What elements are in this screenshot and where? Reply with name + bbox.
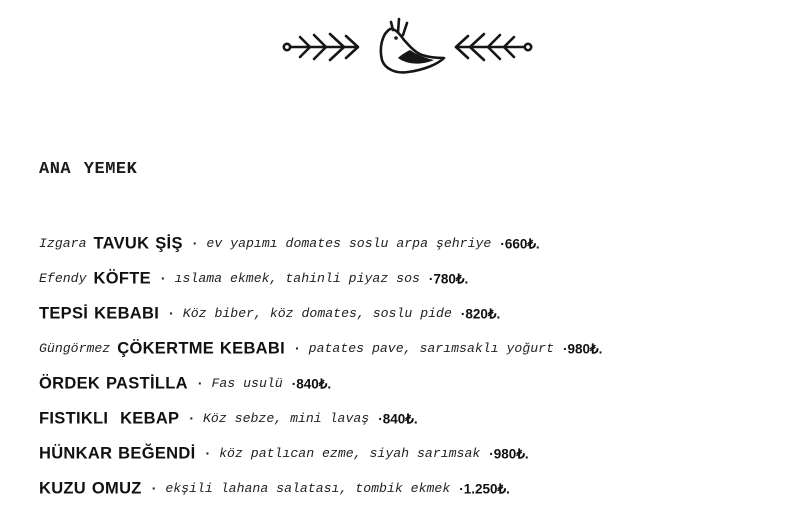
item-price: ·980₺. [563, 341, 603, 357]
item-price: ·1.250₺. [459, 481, 510, 497]
item-price: ·820₺. [460, 306, 501, 322]
menu-item [39, 331, 779, 366]
menu-item [39, 226, 779, 261]
item-name: KUZU OMUZ [39, 479, 142, 498]
item-prefix: Güngörmez [39, 341, 111, 357]
separator-dot: · [197, 375, 203, 392]
item-price: ·660₺. [500, 236, 540, 252]
menu-item [39, 436, 779, 471]
separator-dot: · [295, 340, 300, 357]
item-description: ıslama ekmek, tahinli piyaz sos [174, 271, 420, 287]
menu-item [39, 261, 779, 296]
separator-dot: · [151, 480, 157, 497]
item-description: Köz sebze, mini lavaş [203, 411, 370, 427]
separator-dot: · [160, 270, 166, 287]
section-title: ANA YEMEK [39, 160, 138, 179]
menu-item [39, 366, 779, 401]
item-description: köz patlıcan ezme, siyah sarımsak [219, 446, 481, 462]
item-description: Köz biber, köz domates, soslu pide [182, 306, 452, 322]
item-name: TAVUK ŞİŞ [93, 234, 183, 253]
item-prefix: Efendy [39, 271, 87, 287]
item-name: ÖRDEK PASTİLLA [39, 374, 188, 393]
item-price: ·980₺. [489, 446, 529, 462]
item-description: ekşili lahana salatası, tombik ekmek [165, 481, 451, 497]
menu-item [39, 296, 779, 331]
item-name: ÇÖKERTME KEBABI [117, 339, 285, 358]
menu-item [39, 471, 779, 506]
item-prefix: Izgara [39, 236, 87, 252]
item-price: ·840₺. [378, 411, 418, 427]
separator-dot: · [169, 305, 174, 322]
menu-list [39, 226, 779, 506]
item-description: ev yapımı domates soslu arpa şehriye [206, 236, 492, 252]
item-name: KÖFTE [93, 269, 151, 288]
separator-dot: · [192, 235, 198, 252]
item-name: FISTIKLI KEBAP [39, 409, 180, 428]
item-description: patates pave, sarımsaklı yoğurt [308, 341, 554, 357]
item-price: ·780₺. [428, 271, 469, 287]
bird-with-arrows-icon [278, 14, 536, 78]
menu-item [39, 401, 779, 436]
item-name: HÜNKAR BEĞENDİ [39, 444, 196, 463]
item-description: Fas usulü [211, 376, 283, 392]
separator-dot: · [205, 445, 211, 462]
item-name: TEPSİ KEBABI [39, 304, 160, 323]
separator-dot: · [189, 410, 195, 427]
item-price: ·840₺. [291, 376, 332, 392]
